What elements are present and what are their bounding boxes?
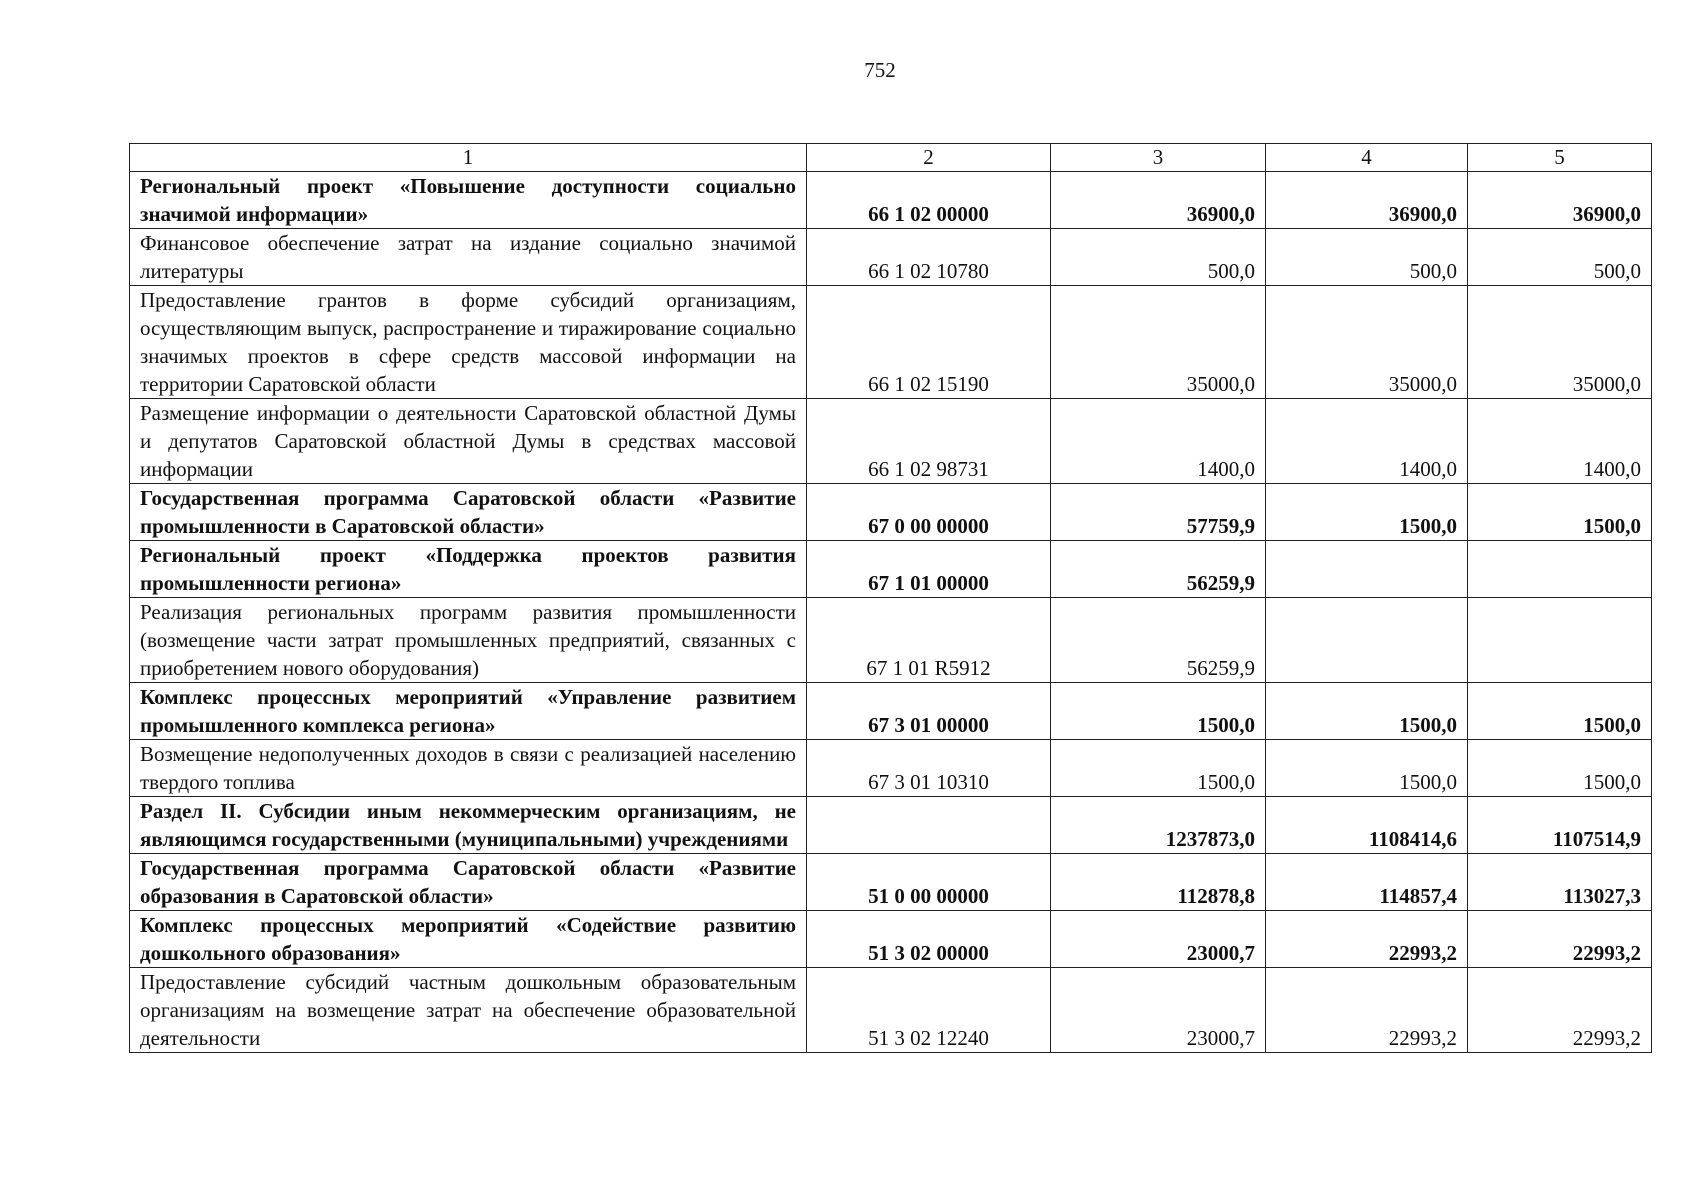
table-row <box>130 598 1652 683</box>
table-row <box>130 399 1652 484</box>
code-cell: 51 3 02 12240 <box>807 968 1051 1053</box>
name-cell: Комплекс процессных мероприятий «Управление развитием промышленного комплекса региона» <box>130 683 807 740</box>
name-cell: Комплекс процессных мероприятий «Содействие развитию дошкольного образования» <box>130 911 807 968</box>
value-col3-cell: 23000,7 <box>1051 968 1266 1053</box>
name-cell: Реализация региональных программ развития промышленности (возмещение части затрат промышленных предприятий, связанных с приобретением нового оборудования) <box>130 598 807 683</box>
value-col5-cell: 1107514,9 <box>1468 797 1652 854</box>
value-col3-cell: 35000,0 <box>1051 286 1266 399</box>
table-body <box>130 144 1652 1053</box>
code-cell: 51 0 00 00000 <box>807 854 1051 911</box>
code-cell: 67 3 01 10310 <box>807 740 1051 797</box>
value-col4-cell: 500,0 <box>1266 229 1468 286</box>
value-col4-cell: 22993,2 <box>1266 911 1468 968</box>
table-row <box>130 172 1652 229</box>
value-col5-cell <box>1468 541 1652 598</box>
name-cell: Государственная программа Саратовской области «Развитие образования в Саратовской области» <box>130 854 807 911</box>
value-col3-cell: 1500,0 <box>1051 740 1266 797</box>
value-col3-cell: 112878,8 <box>1051 854 1266 911</box>
code-cell: 66 1 02 98731 <box>807 399 1051 484</box>
value-col4-cell: 1108414,6 <box>1266 797 1468 854</box>
table-row <box>130 797 1652 854</box>
code-cell: 66 1 02 10780 <box>807 229 1051 286</box>
table-row <box>130 683 1652 740</box>
value-col5-cell <box>1468 598 1652 683</box>
name-cell: Предоставление субсидий частным дошкольным образовательным организациям на возмещение затрат на обеспечение образовательной деятельности <box>130 968 807 1053</box>
name-cell: Финансовое обеспечение затрат на издание социально значимой литературы <box>130 229 807 286</box>
name-cell: Размещение информации о деятельности Саратовской областной Думы и депутатов Саратовской областной Думы в средствах массовой информации <box>130 399 807 484</box>
value-col5-cell: 1400,0 <box>1468 399 1652 484</box>
value-col3-cell: 56259,9 <box>1051 598 1266 683</box>
value-col4-cell <box>1266 541 1468 598</box>
column-header-5: 5 <box>1468 144 1652 172</box>
code-cell <box>807 797 1051 854</box>
code-cell: 67 1 01 R5912 <box>807 598 1051 683</box>
value-col3-cell: 500,0 <box>1051 229 1266 286</box>
code-cell: 67 0 00 00000 <box>807 484 1051 541</box>
value-col5-cell: 1500,0 <box>1468 484 1652 541</box>
name-cell: Предоставление грантов в форме субсидий организациям, осуществляющим выпуск, распространение и тиражирование социально значимых проектов в сфере средств массовой информации на территории Саратовской области <box>130 286 807 399</box>
table-row <box>130 541 1652 598</box>
column-header-2: 2 <box>807 144 1051 172</box>
name-cell: Региональный проект «Поддержка проектов развития промышленности региона» <box>130 541 807 598</box>
name-cell: Государственная программа Саратовской области «Развитие промышленности в Саратовской области» <box>130 484 807 541</box>
value-col3-cell: 57759,9 <box>1051 484 1266 541</box>
value-col4-cell: 1500,0 <box>1266 740 1468 797</box>
code-cell: 51 3 02 00000 <box>807 911 1051 968</box>
value-col5-cell: 36900,0 <box>1468 172 1652 229</box>
value-col5-cell: 1500,0 <box>1468 683 1652 740</box>
code-cell: 66 1 02 00000 <box>807 172 1051 229</box>
value-col3-cell: 56259,9 <box>1051 541 1266 598</box>
value-col5-cell: 500,0 <box>1468 229 1652 286</box>
value-col5-cell: 35000,0 <box>1468 286 1652 399</box>
name-cell: Раздел II. Субсидии иным некоммерческим организациям, не являющимся государственными (муниципальными) учреждениями <box>130 797 807 854</box>
budget-table <box>129 143 1652 1053</box>
value-col4-cell: 1500,0 <box>1266 484 1468 541</box>
code-cell: 67 3 01 00000 <box>807 683 1051 740</box>
value-col4-cell: 114857,4 <box>1266 854 1468 911</box>
value-col4-cell: 36900,0 <box>1266 172 1468 229</box>
name-cell: Региональный проект «Повышение доступности социально значимой информации» <box>130 172 807 229</box>
value-col3-cell: 1500,0 <box>1051 683 1266 740</box>
value-col5-cell: 1500,0 <box>1468 740 1652 797</box>
table-row <box>130 911 1652 968</box>
table-row <box>130 229 1652 286</box>
value-col5-cell: 22993,2 <box>1468 968 1652 1053</box>
value-col5-cell: 113027,3 <box>1468 854 1652 911</box>
value-col3-cell: 23000,7 <box>1051 911 1266 968</box>
value-col4-cell <box>1266 598 1468 683</box>
column-header-4: 4 <box>1266 144 1468 172</box>
table-row <box>130 740 1652 797</box>
code-cell: 67 1 01 00000 <box>807 541 1051 598</box>
value-col4-cell: 22993,2 <box>1266 968 1468 1053</box>
code-cell: 66 1 02 15190 <box>807 286 1051 399</box>
table-row <box>130 484 1652 541</box>
value-col5-cell: 22993,2 <box>1468 911 1652 968</box>
table-header-row <box>130 144 1652 172</box>
value-col3-cell: 1237873,0 <box>1051 797 1266 854</box>
value-col4-cell: 1400,0 <box>1266 399 1468 484</box>
value-col4-cell: 35000,0 <box>1266 286 1468 399</box>
name-cell: Возмещение недополученных доходов в связи с реализацией населению твердого топлива <box>130 740 807 797</box>
value-col4-cell: 1500,0 <box>1266 683 1468 740</box>
column-header-1: 1 <box>130 144 807 172</box>
table-row <box>130 286 1652 399</box>
table-row <box>130 968 1652 1053</box>
table-row <box>130 854 1652 911</box>
column-header-3: 3 <box>1051 144 1266 172</box>
page-number: 752 <box>864 58 896 82</box>
value-col3-cell: 1400,0 <box>1051 399 1266 484</box>
value-col3-cell: 36900,0 <box>1051 172 1266 229</box>
